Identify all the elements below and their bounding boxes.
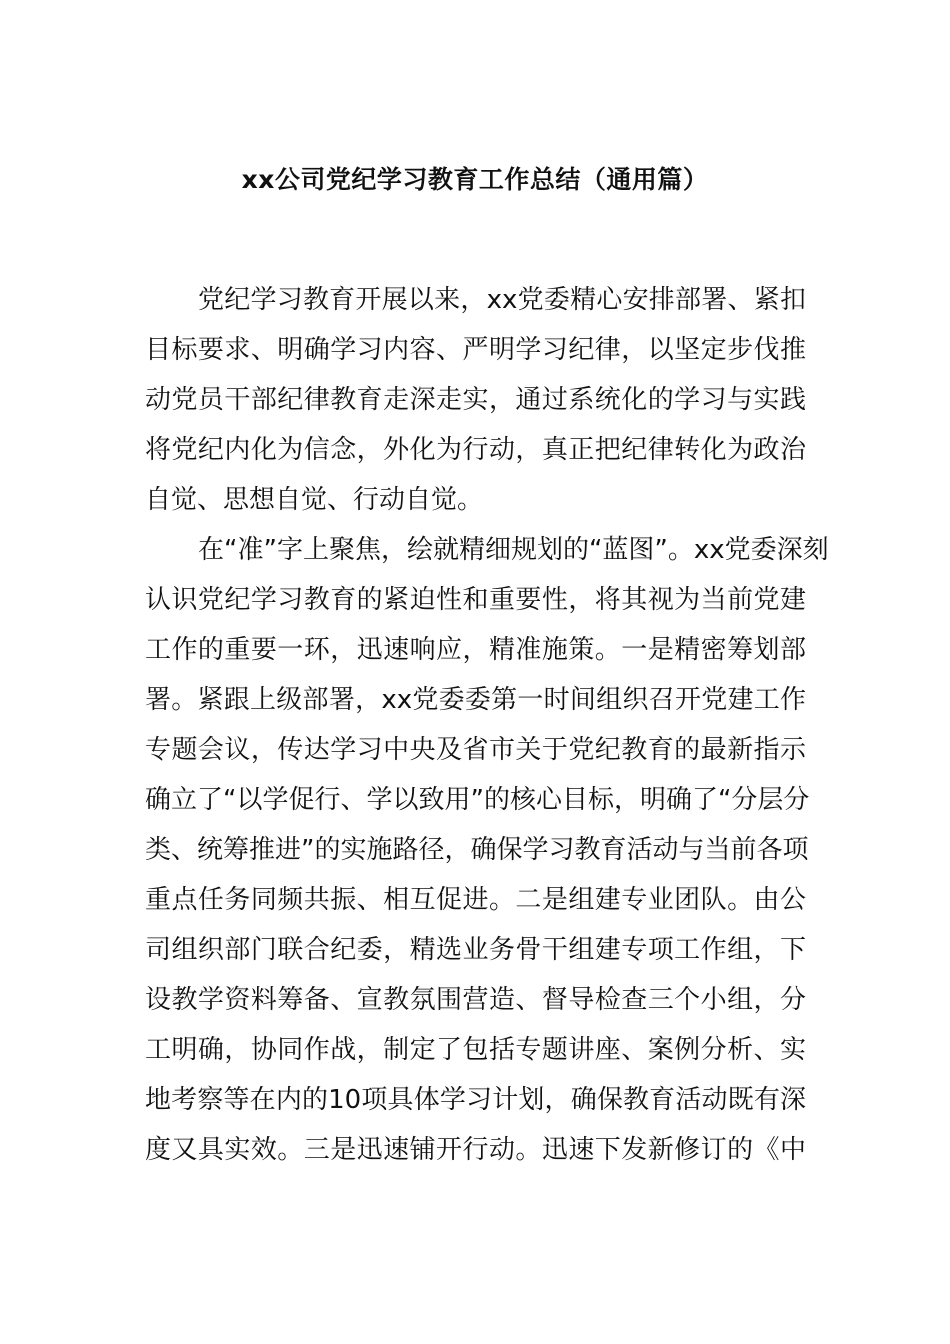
text-line: 署。紧跟上级部署，xx党委委第一时间组织召开党建工作 [145, 685, 806, 715]
paragraph-2 [145, 525, 829, 1175]
document-body [145, 275, 829, 1175]
text-line: 在“准”字上聚焦，绘就精细规划的“蓝图”。xx党委深刻 [198, 535, 829, 565]
text-line: 党纪学习教育开展以来，xx党委精心安排部署、紧扣 [198, 285, 806, 315]
text-line: 司组织部门联合纪委，精选业务骨干组建专项工作组，下 [145, 935, 806, 965]
text-line: 自觉、思想自觉、行动自觉。 [145, 485, 484, 515]
text-line: 重点任务同频共振、相互促进。二是组建专业团队。由公 [145, 885, 806, 915]
text-line: 专题会议，传达学习中央及省市关于党纪教育的最新指示 [145, 735, 806, 765]
text-line: 确立了“以学促行、学以致用”的核心目标，明确了“分层分 [145, 785, 810, 815]
text-line: 工作的重要一环，迅速响应，精准施策。一是精密筹划部 [145, 635, 806, 665]
text-line: 目标要求、明确学习内容、严明学习纪律，以坚定步伐推 [145, 335, 806, 365]
text-line: 设教学资料筹备、宣教氛围营造、督导检查三个小组，分 [145, 985, 806, 1015]
document-title: xx公司党纪学习教育工作总结（通用篇） [241, 165, 709, 194]
text-line: 度又具实效。三是迅速铺开行动。迅速下发新修订的《中 [145, 1135, 806, 1165]
text-line: 类、统筹推进”的实施路径，确保学习教育活动与当前各项 [145, 835, 809, 865]
text-line: 动党员干部纪律教育走深走实，通过系统化的学习与实践 [145, 385, 806, 415]
paragraph-1 [145, 275, 806, 525]
text-line: 将党纪内化为信念，外化为行动，真正把纪律转化为政治 [145, 435, 806, 465]
text-line: 地考察等在内的10项具体学习计划，确保教育活动既有深 [145, 1085, 806, 1115]
text-line: 工明确，协同作战，制定了包括专题讲座、案例分析、实 [145, 1035, 806, 1065]
text-line: 认识党纪学习教育的紧迫性和重要性，将其视为当前党建 [145, 585, 806, 615]
